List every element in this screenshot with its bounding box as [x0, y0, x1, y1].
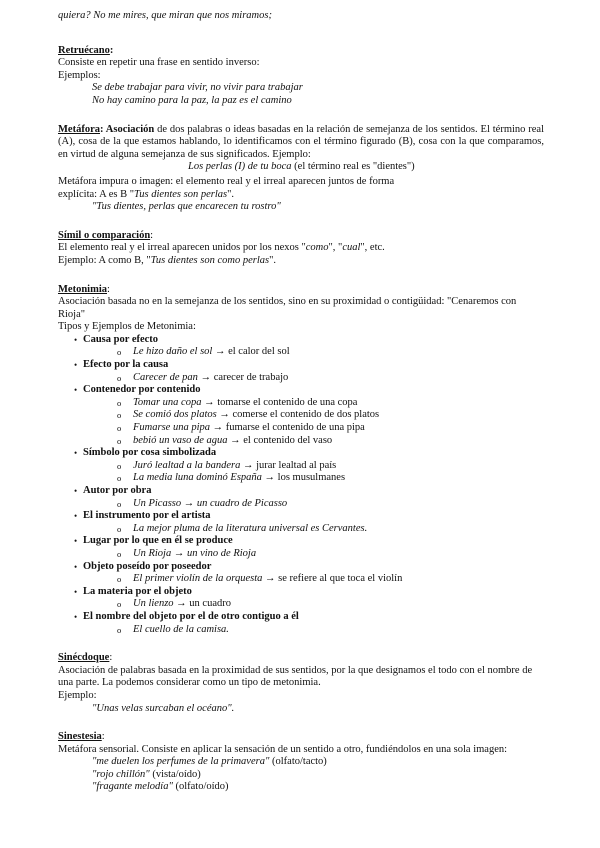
metonimia-example: o Tomar una copa → tomarse el contenido de una copa [117, 397, 544, 410]
metonimia-type-name: Autor por obra [83, 485, 152, 496]
metonimia-example: o Un Rioja → un vino de Rioja [117, 548, 544, 561]
metonimia-type-name: Contenedor por contenido [83, 384, 201, 396]
sinestesia-example: "me duelen los perfumes de la primavera" (olfato/tacto) [92, 756, 327, 768]
metafora-lead: Asociación [105, 123, 155, 135]
metonimia-type-name: El instrumento por el artista [83, 510, 211, 522]
section-simil [58, 230, 544, 268]
metonimia-examples-list [83, 498, 544, 511]
metonimia-examples-list [83, 346, 544, 359]
retruecano-examples-label: Ejemplos: [58, 69, 101, 81]
metonimia-examples-list [83, 573, 544, 586]
metafora-paragraph: Metáfora: Asociación de dos palabras o ideas basadas en la relación de semejanza de los sentidos. El término real (A), cosa de la que estamos hablando, lo identificamos con el término figurado (B), cosa con la que comparamos, en virtud de alguna semejanza de sus significados. Ejemplo: [58, 123, 545, 160]
metonimia-example: o Se comió dos platos → comerse el contenido de dos platos [117, 409, 544, 422]
sinestesia-definition: Metáfora sensorial. Consiste en aplicar la sensación de un sentido a otro, fundiéndolos en una sola imagen: [58, 743, 508, 755]
metonimia-examples-list [83, 523, 544, 536]
metonimia-example: o Le hizo daño el sol → el calor del sol [117, 346, 544, 359]
metafora-impure-line2: explícita: A es B "Tus dientes son perlas". [58, 188, 235, 200]
metafora-pure-quote: "Tus dientes, perlas que encarecen tu rostro" [92, 201, 281, 213]
metonimia-examples-list [83, 598, 544, 611]
retruecano-heading: Retruécano: [58, 44, 114, 56]
section-metafora [58, 124, 544, 214]
metonimia-type-item [74, 611, 544, 636]
sinestesia-examples [58, 756, 544, 794]
metonimia-example: o Un lienzo → un cuadro [117, 598, 544, 611]
metonimia-example: o El primer violín de la orquesta → se refiere al que toca el violín [117, 573, 544, 586]
metonimia-example: o La mejor pluma de la literatura universal es Cervantes. [117, 523, 544, 536]
simil-example: Ejemplo: A como B, "Tus dientes son como perlas". [58, 254, 277, 266]
section-retruecano [58, 45, 544, 108]
metonimia-type-item [74, 535, 544, 560]
metonimia-example: o bebió un vaso de agua → el contenido del vaso [117, 435, 544, 448]
metonimia-examples-list [83, 460, 544, 485]
metonimia-type-item [74, 485, 544, 510]
retruecano-definition: Consiste en repetir una frase en sentido inverso: [58, 57, 260, 69]
metonimia-examples-list [83, 372, 544, 385]
sinecdoque-example: "Unas velas surcaban el océano". [92, 702, 235, 714]
simil-heading: Símil o comparación: [58, 229, 154, 241]
metonimia-types-list [58, 334, 544, 636]
sinestesia-example: "fragante melodía" (olfato/oído) [92, 781, 229, 793]
metonimia-type-item [74, 447, 544, 485]
sinecdoque-heading: Sinécdoque: [58, 652, 113, 664]
metonimia-example: o El cuello de la camisa. [117, 624, 544, 637]
metonimia-type-item [74, 334, 544, 359]
sinecdoque-definition: Asociación de palabras basada en la proximidad de sus sentidos, por la que designamos el todo con el nombre de una parte. La podemos considerar como un tipo de metonimia. [58, 664, 533, 689]
metonimia-type-name: La materia por el objeto [83, 585, 192, 597]
metonimia-type-item [74, 384, 544, 447]
metonimia-type-item [74, 561, 544, 586]
metonimia-example: o Fumarse una pipa → fumarse el contenido de una pipa [117, 422, 544, 435]
metonimia-type-name: Símbolo por cosa simbolizada [83, 447, 217, 459]
metonimia-type-name: El nombre del objeto por el de otro contiguo a él [83, 610, 299, 622]
metafora-example: Los perlas (I) de tu boca (el término real es "dientes") [188, 161, 415, 173]
metonimia-examples-list [83, 624, 544, 637]
section-sinecdoque [58, 652, 544, 715]
metafora-text: de dos palabras o ideas basadas en la relación de semejanza de los sentidos. El término real (A), cosa de la que estamos hablando, lo identificamos con el término figurado (B), cosa con la que comparamos, en virtud de alguna semejanza de sus significados. Ejemplo: [58, 123, 545, 160]
metonimia-type-name: Efecto por la causa [83, 359, 169, 371]
metonimia-definition: Asociación basada no en la semejanza de los sentidos, sino en su proximidad o contigüidad: "Cenaremos con Rioja" [58, 296, 517, 320]
metonimia-type-name: Lugar por lo que en él se produce [83, 535, 233, 547]
metonimia-heading: Metonimia: [58, 283, 110, 295]
metafora-heading: Metáfora [58, 123, 100, 135]
top-line: quiera? No me mires, que miran que nos miramos; [58, 10, 272, 21]
document-page [58, 10, 544, 794]
section-metonimia [58, 284, 544, 637]
metonimia-type-name: Objeto poseído por poseedor [83, 560, 212, 572]
metonimia-example: o Juró lealtad a la bandera → jurar lealtad al país [117, 460, 544, 473]
metonimia-example: o La media luna dominó España → los musulmanes [117, 472, 544, 485]
metonimia-type-item [74, 586, 544, 611]
sinestesia-heading: Sinestesia: [58, 731, 105, 743]
retruecano-example-1: Se debe trabajar para vivir, no vivir para trabajar [92, 82, 303, 94]
metonimia-type-item [74, 359, 544, 384]
simil-text: El elemento real y el irreal aparecen unidos por los nexos "como", "cual", etc. [58, 242, 385, 254]
retruecano-example-2: No hay camino para la paz, la paz es el camino [92, 94, 292, 106]
metafora-impure-line1: Metáfora impura o imagen: el elemento real y el irreal aparecen juntos de forma [58, 175, 395, 187]
section-sinestesia [58, 731, 544, 794]
metonimia-type-item [74, 510, 544, 535]
metonimia-type-name: Causa por efecto [83, 333, 159, 345]
metonimia-examples-list [83, 548, 544, 561]
metonimia-example: o Carecer de pan → carecer de trabajo [117, 372, 544, 385]
metonimia-example: o Un Picasso → un cuadro de Picasso [117, 498, 544, 511]
metonimia-types-label: Tipos y Ejemplos de Metonimia: [58, 321, 196, 333]
sinestesia-example: "rojo chillón" (vista/oído) [92, 768, 201, 780]
sinecdoque-example-label: Ejemplo: [58, 689, 97, 701]
metonimia-examples-list [83, 397, 544, 447]
